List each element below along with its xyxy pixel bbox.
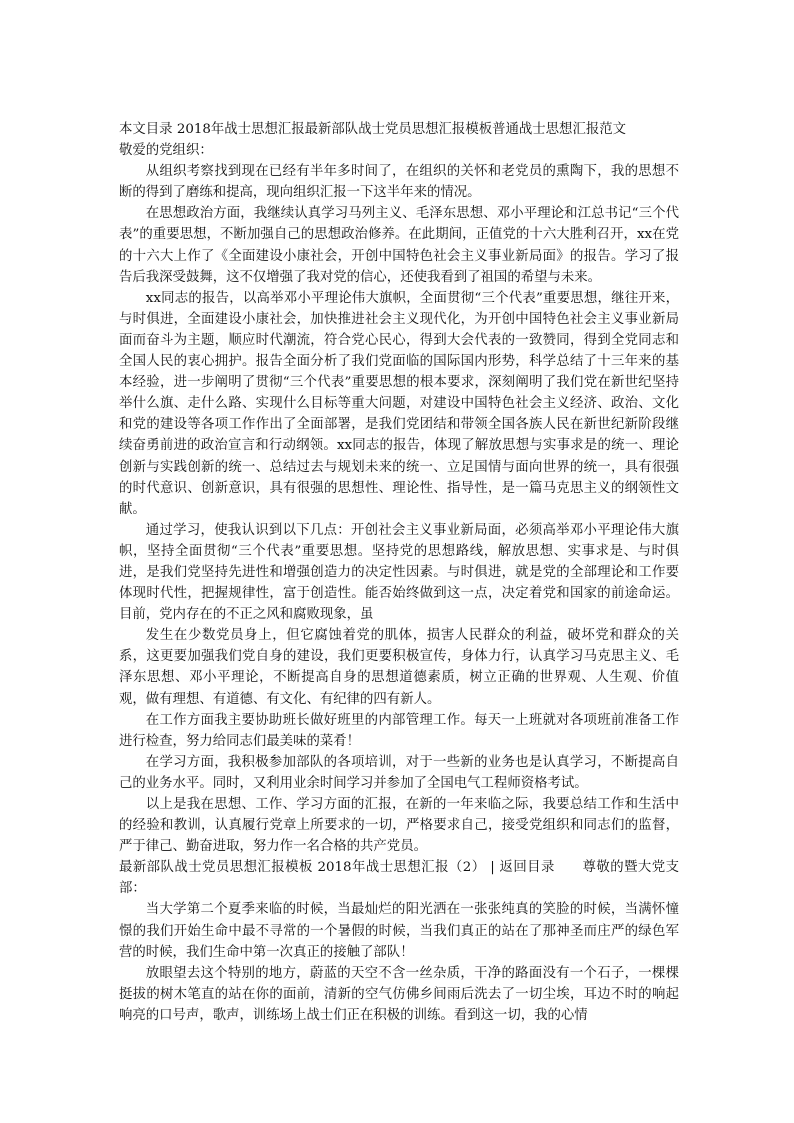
document-page bbox=[119, 119, 679, 1026]
body-paragraph: 通过学习，使我认识到以下几点：开创社会主义事业新局面，必须高举邓小平理论伟大旗帜，坚持全面贯彻“三个代表”重要思想。坚持党的思想路线，解放思想、实事求是、与时俱进，是我们党坚持先进性和增强创造力的决定性因素。与时俱进，就是党的全部理论和工作要体现时代性，把握规律性，富于创造性。能否始终做到这一点，决定着党和国家的前途命运。目前，党内存在的不正之风和腐败现象，虽 bbox=[119, 522, 679, 623]
salutation: 敬爱的党组织： bbox=[119, 143, 213, 159]
table-of-contents-line[interactable]: 本文目录 2018年战士思想汇报最新部队战士党员思想汇报模板普通战士思想汇报范文 bbox=[119, 122, 627, 137]
body-paragraph: 从组织考察找到现在已经有半年多时间了，在组织的关怀和老党员的熏陶下，我的思想不断的得到了磨练和提高，现向组织汇报一下这半年来的情况。 bbox=[119, 164, 679, 201]
body-paragraph: 当大学第二个夏季来临的时候，当最灿烂的阳光洒在一张张纯真的笑脸的时候，当满怀憧憬的我们开始生命中最不寻常的一个暑假的时候，当我们真正的站在了那神圣而庄严的绿色军营的时候，我们生命中第一次真正的接触了部队！ bbox=[119, 902, 679, 960]
body-paragraph: 放眼望去这个特别的地方，蔚蓝的天空不含一丝杂质，干净的路面没有一个石子，一棵棵挺拔的树木笔直的站在你的面前，清新的空气仿佛乡间雨后洗去了一切尘埃，耳边不时的响起响亮的口号声，歌声，训练场上战士们正在积极的训练。看到这一切，我的心情 bbox=[119, 965, 679, 1023]
body-paragraph: 在思想政治方面，我继续认真学习马列主义、毛泽东思想、邓小平理论和江总书记“三个代表”的重要思想，不断加强自己的思想政治修养。在此期间，正值党的十六大胜利召开，xx在党的十六大上作了《全面建设小康社会，开创中国特色社会主义事业新局面》的报告。学习了报告后我深受鼓舞，这不仅增强了我对党的信心，还使我看到了祖国的希望与未来。 bbox=[119, 206, 679, 285]
body-paragraph: 在工作方面我主要协助班长做好班里的内部管理工作。每天一上班就对各项班前准备工作进行检查，努力给同志们最美味的菜肴！ bbox=[119, 712, 679, 749]
body-paragraph: 在学习方面，我积极参加部队的各项培训，对于一些新的业务也是认真学习，不断提高自己的业务水平。同时，又利用业余时间学习并参加了全国电气工程师资格考试。 bbox=[119, 754, 679, 791]
body-paragraph: 发生在少数党员身上，但它腐蚀着党的肌体，损害人民群众的利益，破坏党和群众的关系，这更要加强我们党自身的建设，我们更要积极宣传，身体力行，认真学习马克思主义、毛泽东思想、邓小平理论，不断提高自身的思想道德素质，树立正确的世界观、人生观、价值观，做有理想、有道德、有文化、有纪律的四有新人。 bbox=[119, 628, 679, 707]
body-paragraph: 以上是我在思想、工作、学习方面的汇报，在新的一年来临之际，我要总结工作和生活中的经验和教训，认真履行党章上所要求的一切，严格要求自己，接受党组织和同志们的监督，严于律己、勤奋进取，努力作一名合格的共产党员。 bbox=[119, 797, 679, 855]
body-paragraph: xx同志的报告，以高举邓小平理论伟大旗帜，全面贯彻“三个代表”重要思想，继往开来，与时俱进，全面建设小康社会，加快推进社会主义现代化，为开创中国特色社会主义事业新局面而奋斗为主题，顺应时代潮流，符合党心民心，得到大会代表的一致赞同，得到全党同志和全国人民的衷心拥护。报告全面分析了我们党面临的国际国内形势，科学总结了十三年来的基本经验，进一步阐明了贯彻“三个代表”重要思想的根本要求，深刻阐明了我们党在新世纪坚持举什么旗、走什么路、实现什么目标等重大问题，对建设中国特色社会主义经济、政治、文化和党的建设等各项工作作出了全面部署，是我们党团结和带领全国各族人民在新世纪新阶段继续奋勇前进的政治宣言和行动纲领。xx同志的报告，体现了解放思想与实事求是的统一、理论创新与实践创新的统一、总结过去与规划未来的统一、立足国情与面向世界的统一，具有很强的时代意识、创新意识，具有很强的思想性、理论性、指导性，是一篇马克思主义的纲领性文献。 bbox=[119, 290, 679, 517]
section-heading-with-return-link[interactable]: 最新部队战士党员思想汇报模板 2018年战士思想汇报（2） | 返回目录 尊敬的暨大党支部： bbox=[119, 860, 679, 897]
